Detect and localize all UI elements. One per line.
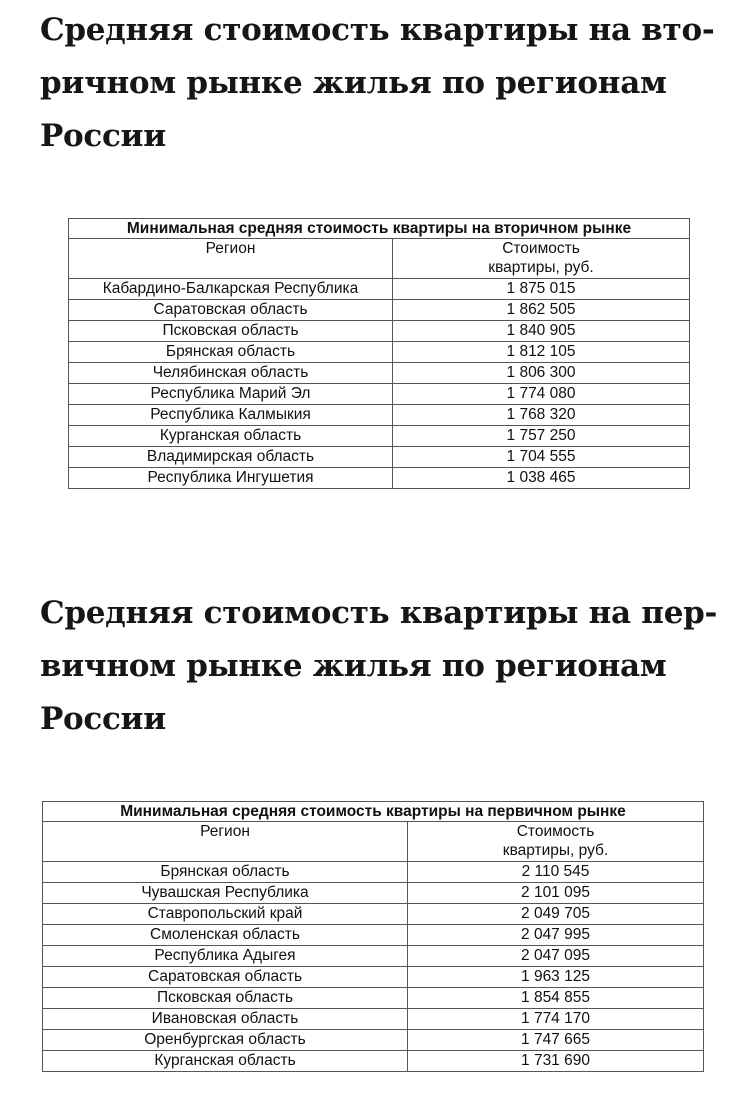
cost-cell: 1 757 250 [393,426,690,447]
column-header-region [43,822,408,862]
table-row [69,384,690,405]
cost-cell: 1 774 080 [393,384,690,405]
region-cell: Владимирская область [69,447,393,468]
region-cell: Республика Калмыкия [69,405,393,426]
heading-line: вичном рынке жилья по регионам [40,648,667,684]
cost-cell: 1 704 555 [393,447,690,468]
region-cell: Ставропольский край [43,904,408,925]
cost-cell: 1 768 320 [393,405,690,426]
secondary-market-table [68,218,690,489]
region-cell: Ивановская область [43,1009,408,1030]
table-row [69,300,690,321]
table-row [69,342,690,363]
table-caption: Минимальная средняя стоимость квартиры на вторичном рынке [69,219,690,239]
section-heading-secondary-market [40,4,715,163]
cost-cell: 1 875 015 [393,279,690,300]
cost-cell: 1 840 905 [393,321,690,342]
cost-cell: 1 806 300 [393,363,690,384]
column-header-cost-line2: квартиры, руб. [488,259,594,276]
region-cell: Псковская область [43,988,408,1009]
table-caption-row [69,219,690,239]
cost-cell: 1 862 505 [393,300,690,321]
table-caption: Минимальная средняя стоимость квартиры на первичном рынке [43,802,704,822]
region-cell: Брянская область [43,862,408,883]
section-heading-primary-market [40,587,718,746]
table-row [43,925,704,946]
table-body [43,862,704,1072]
table-caption-row [43,802,704,822]
cost-cell: 2 047 095 [408,946,704,967]
column-header-cost-line1: Стоимость [516,823,595,840]
cost-cell: 1 731 690 [408,1051,704,1072]
region-cell: Кабардино-Балкарская Республика [69,279,393,300]
heading-line: ричном рынке жилья по регионам [40,65,667,101]
region-cell: Челябинская область [69,363,393,384]
table-row [43,904,704,925]
cost-cell: 1 963 125 [408,967,704,988]
cost-cell: 2 110 545 [408,862,704,883]
region-cell: Республика Марий Эл [69,384,393,405]
region-cell: Саратовская область [43,967,408,988]
region-cell: Саратовская область [69,300,393,321]
table-header-row [43,822,704,862]
cost-cell: 2 047 995 [408,925,704,946]
heading-line: Средняя стоимость квартиры на пер- [40,595,718,631]
table-row [69,447,690,468]
column-header-region-label: Регион [205,240,256,257]
table-row [69,279,690,300]
column-header-region-label: Регион [200,823,250,840]
cost-cell: 1 774 170 [408,1009,704,1030]
column-header-cost-line1: Стоимость [502,240,580,257]
region-cell: Республика Ингушетия [69,468,393,489]
region-cell: Брянская область [69,342,393,363]
table-row [43,862,704,883]
region-cell: Смоленская область [43,925,408,946]
table-row [69,405,690,426]
table-header-row [69,239,690,279]
region-cell: Чувашская Республика [43,883,408,904]
table-row [43,988,704,1009]
table-row [69,363,690,384]
table-row [69,321,690,342]
heading-line: Средняя стоимость квартиры на вто- [40,12,715,48]
column-header-cost [408,822,704,862]
table-row [43,1051,704,1072]
cost-cell: 2 101 095 [408,883,704,904]
table-row [43,1030,704,1051]
table-row [69,426,690,447]
table-body [69,279,690,489]
cost-cell: 1 854 855 [408,988,704,1009]
heading-line: России [40,701,166,737]
cost-cell: 1 038 465 [393,468,690,489]
table-row [43,1009,704,1030]
table-row [69,468,690,489]
region-cell: Оренбургская область [43,1030,408,1051]
cost-cell: 1 747 665 [408,1030,704,1051]
primary-market-table [42,801,704,1072]
heading-line: России [40,118,166,154]
column-header-cost [393,239,690,279]
column-header-region [69,239,393,279]
region-cell: Республика Адыгея [43,946,408,967]
column-header-cost-line2: квартиры, руб. [502,842,609,859]
cost-cell: 1 812 105 [393,342,690,363]
region-cell: Курганская область [69,426,393,447]
table-row [43,967,704,988]
table-row [43,946,704,967]
table-row [43,883,704,904]
cost-cell: 2 049 705 [408,904,704,925]
region-cell: Псковская область [69,321,393,342]
region-cell: Курганская область [43,1051,408,1072]
